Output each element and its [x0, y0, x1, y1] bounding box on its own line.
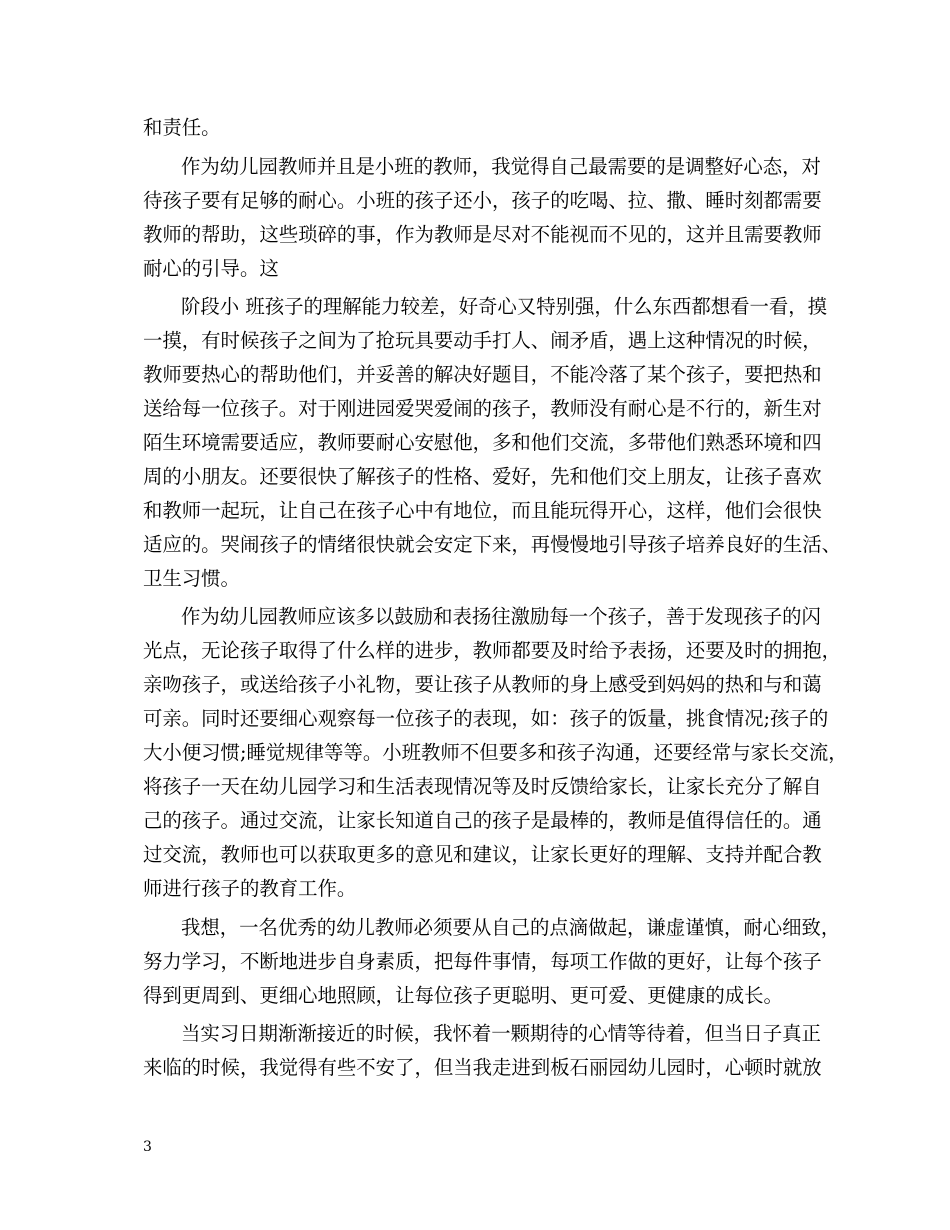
text-line: 卫生习惯。: [143, 567, 240, 590]
text-line: 可亲。同时还要细心观察每一位孩子的表现，如：孩子的饭量，挑食情况;孩子的: [143, 707, 829, 730]
text-line: 和教师一起玩，让自己在孩子心中有地位，而且能玩得开心，这样，他们会很快: [143, 499, 822, 522]
text-line: 己的孩子。通过交流，让家长知道自己的孩子是最棒的，教师是值得信任的。通: [143, 809, 822, 832]
text-line: 亲吻孩子，或送给孩子小礼物，要让孩子从教师的身上感受到妈妈的热和与和蔼: [143, 673, 822, 696]
text-line: 教师要热心的帮助他们，并妥善的解决好题目，不能冷落了某个孩子，要把热和: [143, 363, 822, 386]
text-line: 大小便习惯;睡觉规律等等。小班教师不但要多和孩子沟通，还要经常与家长交流，: [143, 741, 848, 764]
text-line: 教师的帮助，这些琐碎的事，作为教师是尽对不能视而不见的，这并且需要教师: [143, 223, 822, 246]
text-line: 适应的。哭闹孩子的情绪很快就会安定下来，再慢慢地引导孩子培养良好的生活、: [143, 533, 842, 556]
text-line: 过交流，教师也可以获取更多的意见和建议，让家长更好的理解、支持并配合教: [143, 843, 822, 866]
text-line: 得到更周到、更细心地照顾，让每位孩子更聪明、更可爱、更健康的成长。: [143, 984, 783, 1007]
text-line: 作为幼儿园教师应该多以鼓励和表扬往激励每一个孩子，善于发现孩子的闪: [181, 605, 821, 628]
text-line: 一摸，有时候孩子之间为了抢玩具要动手打人、闹矛盾，遇上这种情况的时候，: [143, 329, 822, 352]
text-line: 陌生环境需要适应，教师要耐心安慰他，多和他们交流，多带他们熟悉环境和四: [143, 431, 822, 454]
text-line: 作为幼儿园教师并且是小班的教师，我觉得自己最需要的是调整好心态，对: [181, 155, 821, 178]
text-line: 阶段小 班孩子的理解能力较差，好奇心又特别强，什么东西都想看一看，摸: [181, 295, 828, 318]
text-line: 来临的时候，我觉得有些不安了，但当我走进到板石丽园幼儿园时，心顿时就放: [143, 1056, 822, 1079]
text-line: 和责任。: [143, 116, 221, 139]
text-line: 耐心的引导。这: [143, 257, 279, 280]
page-number: 3: [143, 1139, 152, 1155]
text-line: 努力学习，不断地进步自身素质，把每件事情，每项工作做的更好，让每个孩子: [143, 950, 822, 973]
text-line: 光点，无论孩子取得了什么样的进步，教师都要及时给予表扬，还要及时的拥抱，: [143, 639, 842, 662]
text-line: 送给每一位孩子。对于刚进园爱哭爱闹的孩子，教师没有耐心是不行的，新生对: [143, 397, 822, 420]
text-line: 待孩子要有足够的耐心。小班的孩子还小，孩子的吃喝、拉、撒、睡时刻都需要: [143, 189, 822, 212]
text-line: 将孩子一天在幼儿园学习和生活表现情况等及时反馈给家长，让家长充分了解自: [143, 775, 822, 798]
text-line: 师进行孩子的教育工作。: [143, 877, 357, 900]
text-line: 周的小朋友。还要很快了解孩子的性格、爱好，先和他们交上朋友，让孩子喜欢: [143, 465, 822, 488]
text-line: 我想，一名优秀的幼儿教师必须要从自己的点滴做起，谦虚谨慎，耐心细致，: [181, 916, 841, 939]
text-line: 当实习日期渐渐接近的时候，我怀着一颗期待的心情等待着，但当日子真正: [181, 1022, 821, 1045]
